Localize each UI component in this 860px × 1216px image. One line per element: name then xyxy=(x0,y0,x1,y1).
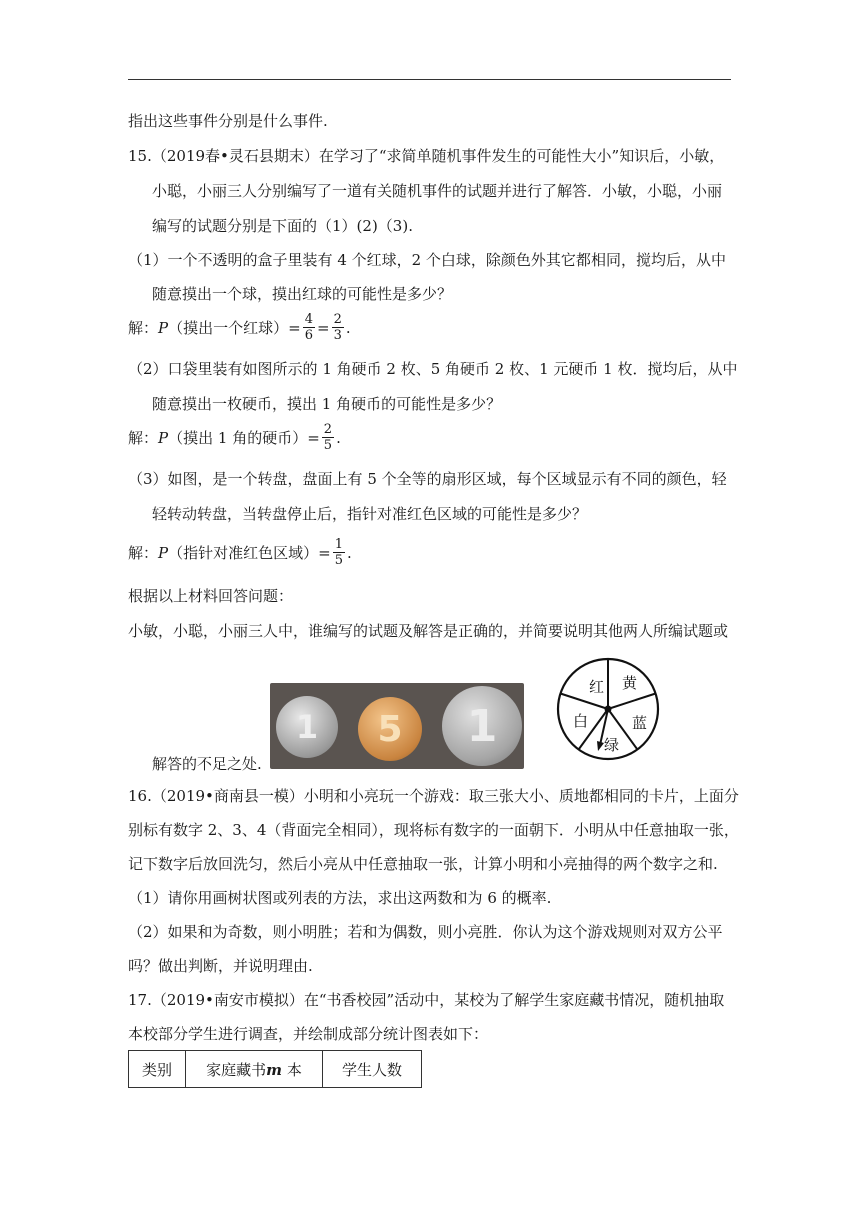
answer-1: 解：P（摸出一个红球）= $\frac{4}{6}$ = $\frac{2}{3}$ . xyxy=(128,312,351,343)
table-header-category: 类别 xyxy=(129,1051,186,1088)
problem-16-question-2b: 吗？做出判断，并说明理由. xyxy=(128,957,313,975)
problem-17-line-1: 17.（2019•南安市模拟）在“书香校园”活动中，某校为了解学生家庭藏书情况，随机抽取 xyxy=(128,991,725,1009)
coin-5-jiao: 5 xyxy=(358,697,422,761)
fraction: $\frac{2}{3}$ xyxy=(333,312,342,343)
question-1-line-1: （1）一个不透明的盒子里装有 4 个红球，2 个白球，除颜色外其它都相同，搅均后，从中 xyxy=(128,251,726,269)
fraction: $\frac{2}{5}$ xyxy=(323,422,333,453)
question-1-line-2: 随意摸出一个球，摸出红球的可能性是多少？ xyxy=(152,285,453,303)
ask-line-2: 解答的不足之处. xyxy=(152,755,262,773)
spinner-diagram xyxy=(556,657,660,761)
table-header-row xyxy=(129,1051,422,1088)
problem-15-line-1: 15.（2019春•灵石县期末）在学习了“求简单随机事件发生的可能性大小”知识后，小敏， xyxy=(128,147,725,165)
ask-line-1: 小敏，小聪，小丽三人中，谁编写的试题及解答是正确的，并简要说明其他两人所编试题或 xyxy=(128,622,729,640)
basis-line: 根据以上材料回答问题： xyxy=(128,587,294,605)
spinner-label-green: 绿 xyxy=(604,736,620,754)
table-header-books: 家庭藏书m 本 xyxy=(186,1051,323,1088)
header-rule xyxy=(128,79,731,80)
question-3-line-1: （3）如图，是一个转盘，盘面上有 5 个全等的扇形区域，每个区域显示有不同的颜色，轻 xyxy=(128,470,727,488)
spinner-label-blue: 蓝 xyxy=(632,714,648,732)
spinner-label-yellow: 黄 xyxy=(622,674,638,692)
question-2-line-2: 随意摸出一枚硬币，摸出 1 角硬币的可能性是多少？ xyxy=(152,395,502,413)
problem-15-line-3: 编写的试题分别是下面的（1）(2)（3). xyxy=(152,217,413,235)
question-3-line-2: 轻转动转盘，当转盘停止后，指针对准红色区域的可能性是多少？ xyxy=(152,505,588,523)
problem-17-line-2: 本校部分学生进行调查，并绘制成部分统计图表如下： xyxy=(128,1025,489,1043)
problem-16-line-3: 记下数字后放回洗匀，然后小亮从中任意抽取一张，计算小明和小亮抽得的两个数字之和. xyxy=(128,855,718,873)
coins-photo xyxy=(270,683,524,769)
problem-16-question-1: （1）请你用画树状图或列表的方法，求出这两数和为 6 的概率. xyxy=(128,889,552,907)
spinner-label-white: 白 xyxy=(573,712,589,730)
problem-16-question-2a: （2）如果和为奇数，则小明胜；若和为偶数，则小亮胜．你认为这个游戏规则对双方公平 xyxy=(128,923,723,941)
answer-2: 解：P（摸出 1 角的硬币）= $\frac{2}{5}$ . xyxy=(128,422,341,453)
answer-3: 解：P（指针对准红色区域）= $\frac{1}{5}$ . xyxy=(128,537,352,568)
fraction: $\frac{1}{5}$ xyxy=(334,537,343,568)
table-header-students: 学生人数 xyxy=(323,1051,422,1088)
coin-1-jiao: 1 xyxy=(276,696,338,758)
problem-16-line-2: 别标有数字 2、3、4（背面完全相同），现将标有数字的一面朝下．小明从中任意抽取一张， xyxy=(128,821,739,839)
problem-15-line-2: 小聪，小丽三人分别编写了一道有关随机事件的试题并进行了解答．小敏，小聪，小丽 xyxy=(152,182,723,200)
question-2-line-1: （2）口袋里装有如图所示的 1 角硬币 2 枚、5 角硬币 2 枚、1 元硬币 1 枚．搅均后，从中 xyxy=(128,360,738,378)
spinner-label-red: 红 xyxy=(589,678,605,696)
statistics-table xyxy=(128,1050,422,1088)
problem-16-line-1: 16.（2019•商南县一模）小明和小亮玩一个游戏：取三张大小、质地都相同的卡片，上面分 xyxy=(128,787,739,805)
fraction: $\frac{4}{6}$ xyxy=(304,312,313,343)
text-line: 指出这些事件分别是什么事件. xyxy=(128,112,328,130)
coin-1-yuan: 1 xyxy=(442,686,522,766)
